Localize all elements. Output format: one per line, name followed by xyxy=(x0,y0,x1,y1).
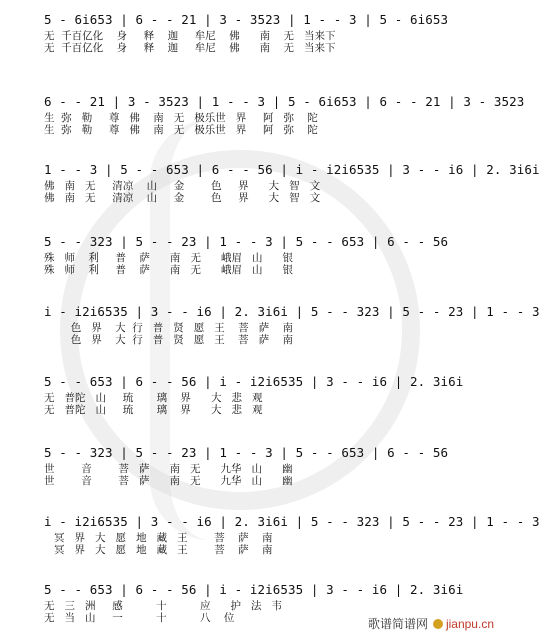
lyrics-verse-2: 无 当 山 一 十 八 位 xyxy=(44,612,235,624)
lyrics-verse-1: 色 界 大 行 普 贤 愿 王 菩 萨 南 xyxy=(44,322,294,334)
lyrics-verse-2: 无 普陀 山 琉 璃 界 大 悲 观 xyxy=(44,404,263,416)
lyrics-verse-1: 佛 南 无 清凉 山 金 色 界 大 智 文 xyxy=(44,180,321,192)
lyrics-verse-2: 色 界 大 行 普 贤 愿 王 菩 萨 南 xyxy=(44,334,294,346)
notation-line: i - i2i6535 | 3 - - i6 | 2. 3i6i | 5 - - 323 | 5 - - 23 | 1 - - 3 xyxy=(44,304,540,319)
notation-line: 5 - 6i653 | 6 - - 21 | 3 - 3523 | 1 - - 3 | 5 - 6i653 xyxy=(44,12,449,27)
notation-line: 5 - - 653 | 6 - - 56 | i - i2i6535 | 3 - - i6 | 2. 3i6i xyxy=(44,582,464,597)
lyrics-verse-2: 冥 界 大 愿 地 藏 王 菩 萨 南 xyxy=(44,544,273,556)
lyrics-verse-1: 世 音 菩 萨 南 无 九华 山 幽 xyxy=(44,463,293,475)
site-logo-icon xyxy=(433,619,443,629)
staff-system-7 xyxy=(44,443,476,487)
staff-system-8 xyxy=(44,512,540,556)
lyrics-verse-2: 殊 师 利 普 萨 南 无 峨眉 山 银 xyxy=(44,264,294,276)
lyrics-verse-2: 无 千百亿化 身 释 迦 牟尼 佛 南 无 当来下 xyxy=(44,42,336,54)
lyrics-verse-2: 佛 南 无 清凉 山 金 色 界 大 智 文 xyxy=(44,192,321,204)
notation-line: 5 - - 323 | 5 - - 23 | 1 - - 3 | 5 - - 653 | 6 - - 56 xyxy=(44,234,449,249)
staff-system-3 xyxy=(44,160,540,204)
notation-line: 6 - - 21 | 3 - 3523 | 1 - - 3 | 5 - 6i653 | 6 - - 21 | 3 - 3523 xyxy=(44,94,525,109)
lyrics-verse-1: 殊 师 利 普 萨 南 无 峨眉 山 银 xyxy=(44,252,294,264)
notation-line: 5 - - 653 | 6 - - 56 | i - i2i6535 | 3 - - i6 | 2. 3i6i xyxy=(44,374,464,389)
notation-line: 5 - - 323 | 5 - - 23 | 1 - - 3 | 5 - - 653 | 6 - - 56 xyxy=(44,445,449,460)
site-url: jianpu.cn xyxy=(445,616,494,631)
notation-line: 1 - - 3 | 5 - - 653 | 6 - - 56 | i - i2i6535 | 3 - - i6 | 2. 3i6i xyxy=(44,162,540,177)
site-watermark xyxy=(368,615,494,632)
lyrics-verse-1: 冥 界 大 愿 地 藏 王 菩 萨 南 xyxy=(44,532,273,544)
lyrics-verse-2: 世 音 菩 萨 南 无 九华 山 幽 xyxy=(44,475,293,487)
lyrics-verse-1: 无 普陀 山 琉 璃 界 大 悲 观 xyxy=(44,392,263,404)
notation-line: i - i2i6535 | 3 - - i6 | 2. 3i6i | 5 - - 323 | 5 - - 23 | 1 - - 3 xyxy=(44,514,540,529)
staff-system-6 xyxy=(44,372,476,416)
staff-system-1 xyxy=(44,10,476,54)
lyrics-verse-1: 生 弥 勒 尊 佛 南 无 极乐世 界 阿 弥 陀 xyxy=(44,112,318,124)
staff-system-5 xyxy=(44,302,540,346)
lyrics-verse-1: 无 三 洲 感 十 应 护 法 韦 xyxy=(44,600,283,612)
site-name-cn: 歌谱简谱网 xyxy=(367,617,428,631)
lyrics-verse-2: 生 弥 勒 尊 佛 南 无 极乐世 界 阿 弥 陀 xyxy=(44,124,318,136)
staff-system-2 xyxy=(44,92,525,136)
lyrics-verse-1: 无 千百亿化 身 释 迦 牟尼 佛 南 无 当来下 xyxy=(44,30,336,42)
staff-system-4 xyxy=(44,232,476,276)
